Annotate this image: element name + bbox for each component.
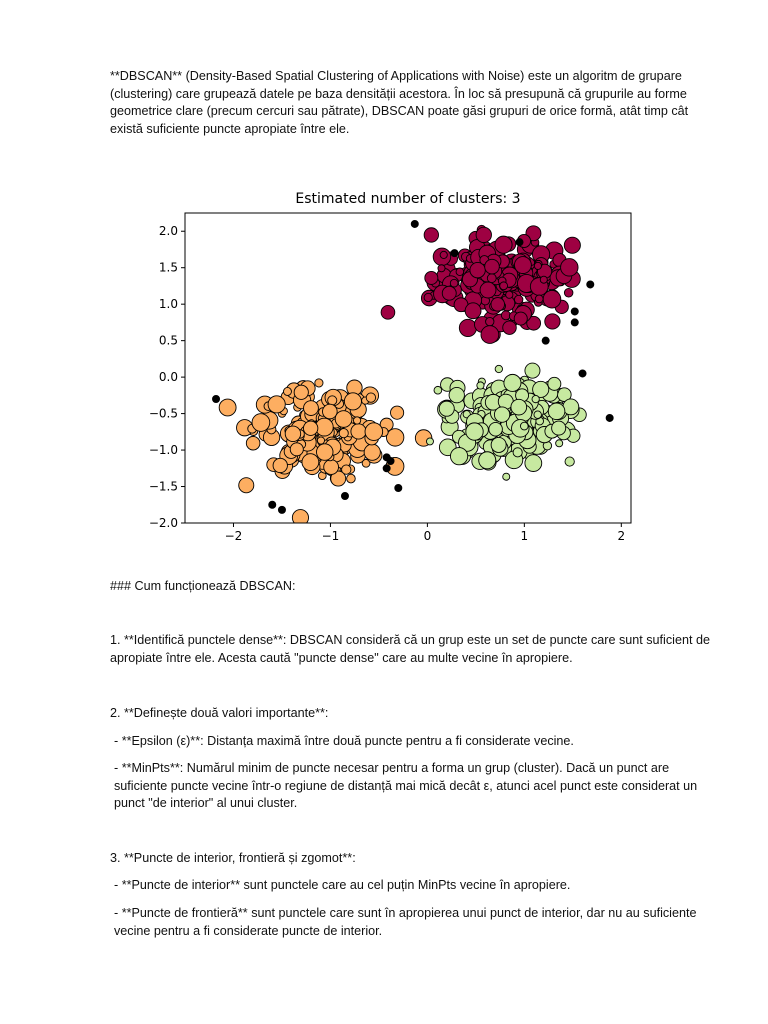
cluster-2-point [317,437,324,444]
cluster-3-point [565,457,574,466]
cluster-3-point [449,387,464,402]
sub-item-frontier: - **Puncte de frontieră** sunt punctele care sunt în apropierea unui punct de interior, dar nu au suficiente vecine pentru a fi considerate puncte de interior. [114,906,697,938]
cluster-3-point [450,448,467,465]
cluster-1-point [476,227,491,242]
cluster-3-point [466,423,483,440]
cluster-2-point [390,406,403,419]
cluster-2-point [283,387,291,395]
cluster-1-point [540,276,547,283]
x-tick-label: 0 [423,529,432,542]
intro-paragraph: **DBSCAN** (Density-Based Spatial Clustering of Applications with Noise) este un algoritm de grupare (clustering) care grupează datele pe baza densității acestora. În loc să presupună că grupurile au forme geometrice clare (precum cercuri sau pătrate), DBSCAN poate găsi grupuri de orice formă, atât timp cât există suficiente puncte apropiate între ele. [110,69,689,136]
cluster-2-point [323,404,338,419]
cluster-2-point [219,399,236,416]
cluster-1-point [535,295,543,303]
cluster-3-point [479,452,496,469]
cluster-1-point [480,282,496,298]
cluster-3-point [426,438,433,445]
noise-point [411,220,418,227]
chart-svg [130,182,650,542]
cluster-2-point [365,423,383,441]
cluster-1-point [545,314,560,329]
cluster-2-point [344,393,361,410]
cluster-3-point [563,399,579,415]
list-item-2: 2. **Definește două valori importante**: [110,706,329,720]
cluster-1-point [424,293,432,301]
cluster-1-point [424,228,438,242]
cluster-2-point [364,444,380,460]
noise-point [269,501,276,508]
cluster-1-point [485,259,500,274]
cluster-3-point [504,374,521,391]
cluster-2-point [386,429,403,446]
cluster-3-point [556,440,563,447]
cluster-2-point [239,478,254,493]
noise-point [587,281,594,288]
cluster-2-point [316,444,333,461]
cluster-1-point [486,317,494,325]
cluster-1-point [487,274,496,283]
x-tick-label: −2 [224,529,243,542]
cluster-3-point [548,403,565,420]
y-tick-label: −0.5 [148,406,178,421]
cluster-1-point [561,259,578,276]
cluster-3-point [477,382,484,389]
chart-title: Estimated number of clusters: 3 [295,191,521,207]
cluster-2-point [315,379,323,387]
list-item-3: 3. **Puncte de interior, frontieră și zgomot**: [110,851,356,865]
y-tick-label: 1.5 [158,260,178,275]
cluster-3-point [491,437,506,452]
cluster-3-point [513,448,522,457]
cluster-2-point [290,443,303,456]
x-tick-label: −1 [321,529,340,542]
cluster-1-point [381,305,395,319]
cluster-1-point [440,251,447,258]
cluster-3-point [489,422,503,436]
cluster-1-point [534,262,541,269]
cluster-3-point [532,395,539,402]
cluster-2-point [246,436,260,450]
noise-point [516,239,523,246]
noise-point [571,319,578,326]
sub-item-interior: - **Puncte de interior** sunt punctele care au cel puțin MinPts vecine în apropiere. [114,878,571,892]
cluster-2-point [339,429,348,438]
cluster-2-point [273,458,287,472]
cluster-3-point [525,363,540,378]
cluster-2-point [294,385,308,399]
cluster-1-point [456,268,464,276]
cluster-1-point [438,265,445,272]
cluster-1-point [491,298,505,312]
cluster-1-point [506,291,513,298]
noise-point [571,308,578,315]
cluster-3-point [434,386,442,394]
cluster-2-point [302,454,319,471]
noise-point [212,395,219,402]
cluster-3-point [511,399,527,415]
y-tick-label: 0.5 [158,333,178,348]
cluster-2-point [324,460,339,475]
cluster-2-point [366,393,375,402]
dbscan-cluster-chart [130,182,650,542]
cluster-2-point [285,426,300,441]
cluster-3-point [494,407,509,422]
noise-point [451,250,458,257]
cluster-2-point [303,421,317,435]
cluster-1-point [450,279,458,287]
plot-area [212,220,613,525]
noise-point [579,370,586,377]
cluster-3-point [548,377,561,390]
sub-item-epsilon: - **Epsilon (ε)**: Distanța maximă între două puncte pentru a fi considerate vecine. [114,734,574,748]
list-item-1: 1. **Identifică punctele dense**: DBSCAN consideră că un grup este un set de puncte care sunt suficient de apropiate între ele. Acesta caută "puncte dense" care au multe vecine în apropiere. [110,633,710,665]
sub-item-minpts: - **MinPts**: Numărul minim de puncte necesar pentru a forma un grup (cluster). Dacă un punct are suficiente puncte vecine într-o regiune de distanță mai mică decât ε, atunci acel punct este considerat un punct "de interior" al unui cluster. [114,761,698,811]
cluster-1-point [514,257,531,274]
noise-point [542,337,549,344]
y-tick-label: −1.0 [148,443,178,458]
noise-point [383,465,390,472]
cluster-1-point [500,282,508,290]
y-tick-label: 1.0 [158,297,178,312]
cluster-3-point [534,411,541,418]
cluster-3-point [552,421,566,435]
cluster-1-point [514,312,527,325]
scatter-points [212,220,613,525]
cluster-1-point [425,271,438,284]
section-heading: ### Cum funcționează DBSCAN: [110,579,296,593]
x-tick-label: 1 [520,529,529,542]
cluster-2-point [268,396,285,413]
noise-point [606,414,613,421]
cluster-1-point [564,288,573,297]
cluster-1-point [459,319,476,336]
cluster-1-point [514,295,522,303]
cluster-2-point [252,414,270,432]
cluster-2-point [328,396,337,405]
cluster-1-point [495,236,512,253]
cluster-1-point [481,326,499,344]
cluster-1-point [442,286,456,300]
cluster-2-point [351,424,366,439]
cluster-1-point [503,321,517,335]
cluster-3-point [520,422,528,430]
noise-point [278,506,285,513]
cluster-1-point [564,237,580,253]
cluster-2-point [304,401,319,416]
cluster-3-point [503,473,510,480]
y-tick-label: −2.0 [148,516,178,530]
cluster-3-point [439,401,454,416]
cluster-2-point [335,411,352,428]
x-tick-label: 2 [617,529,626,542]
cluster-3-point [495,365,502,372]
cluster-2-point [353,417,360,424]
noise-point [341,492,348,499]
cluster-2-point [347,474,356,483]
noise-point [387,457,394,464]
cluster-1-point [465,303,481,319]
y-tick-label: 2.0 [158,224,178,239]
noise-point [395,484,402,491]
cluster-3-point [525,455,542,472]
y-tick-label: −1.5 [148,479,178,494]
y-tick-label: 0.0 [158,370,178,385]
